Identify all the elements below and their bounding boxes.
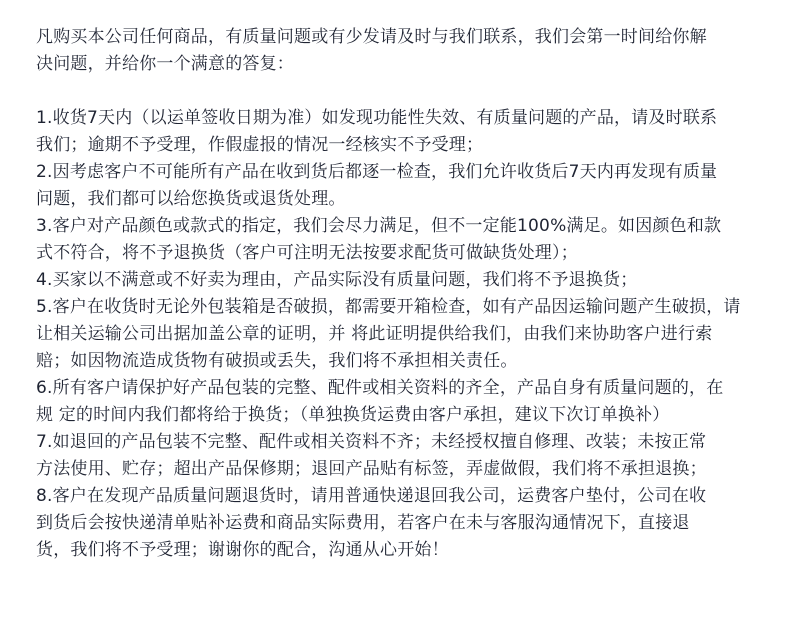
- policy-item-6-cont: 规 定的时间内我们都将给于换货；（单独换货运费由客户承担，建议下次订单换补）: [36, 405, 670, 425]
- policy-item-2-cont: 问题，我们都可以给您换货或退货处理。: [36, 189, 346, 209]
- policy-item-7: 7.如退回的产品包装不完整、配件或相关资料不齐；未经授权擅自修理、改装；未按正常: [36, 432, 707, 452]
- policy-item-4: 4.买家以不满意或不好卖为理由，产品实际没有质量问题，我们将不予退换货；: [36, 270, 638, 290]
- paragraph-gap: [36, 78, 766, 105]
- policy-item-2: 2.因考虑客户不可能所有产品在收到货后都逐一检查，我们允许收货后7天内再发现有质量: [36, 162, 718, 182]
- intro-line: 凡购买本公司任何商品，有质量问题或有少发请及时与我们联系，我们会第一时间给你解: [36, 27, 707, 47]
- policy-document: [36, 24, 766, 564]
- policy-item-1: 1.收货7天内（以运单签收日期为准）如发现功能性失效、有质量问题的产品，请及时联系: [36, 108, 718, 128]
- policy-item-8: 8.客户在发现产品质量问题退货时，请用普通快递退回我公司，运费客户垫付，公司在收: [36, 486, 707, 506]
- policy-item-5-cont: 让相关运输公司出据加盖公章的证明，并 将此证明提供给我们，由我们来协助客户进行索: [36, 324, 713, 344]
- policy-item-8-cont: 货，我们将不予受理；谢谢你的配合，沟通从心开始！: [36, 540, 449, 560]
- policy-item-8-cont: 到货后会按快递清单贴补运费和商品实际费用，若客户在未与客服沟通情况下，直接退: [36, 513, 690, 533]
- policy-item-1-cont: 我们；逾期不予受理，作假虚报的情况一经核实不予受理；: [36, 135, 484, 155]
- policy-item-6: 6.所有客户请保护好产品包装的完整、配件或相关资料的齐全，产品自身有质量问题的，在: [36, 378, 724, 398]
- policy-item-3-cont: 式不符合，将不予退换货（客户可注明无法按要求配货可做缺货处理）；: [36, 243, 578, 263]
- policy-item-5-cont: 赔；如因物流造成货物有破损或丢失，我们将不承担相关责任。: [36, 351, 518, 371]
- intro-line: 决问题，并给你一个满意的答复：: [36, 54, 294, 74]
- policy-item-5: 5.客户在收货时无论外包装箱是否破损，都需要开箱检查，如有产品因运输问题产生破损，请: [36, 297, 741, 317]
- policy-item-7-cont: 方法使用、贮存；超出产品保修期；退回产品贴有标签，弄虚做假，我们将不承担退换；: [36, 459, 707, 479]
- policy-item-3: 3.客户对产品颜色或款式的指定，我们会尽力满足，但不一定能100%满足。如因颜色和款: [36, 216, 722, 236]
